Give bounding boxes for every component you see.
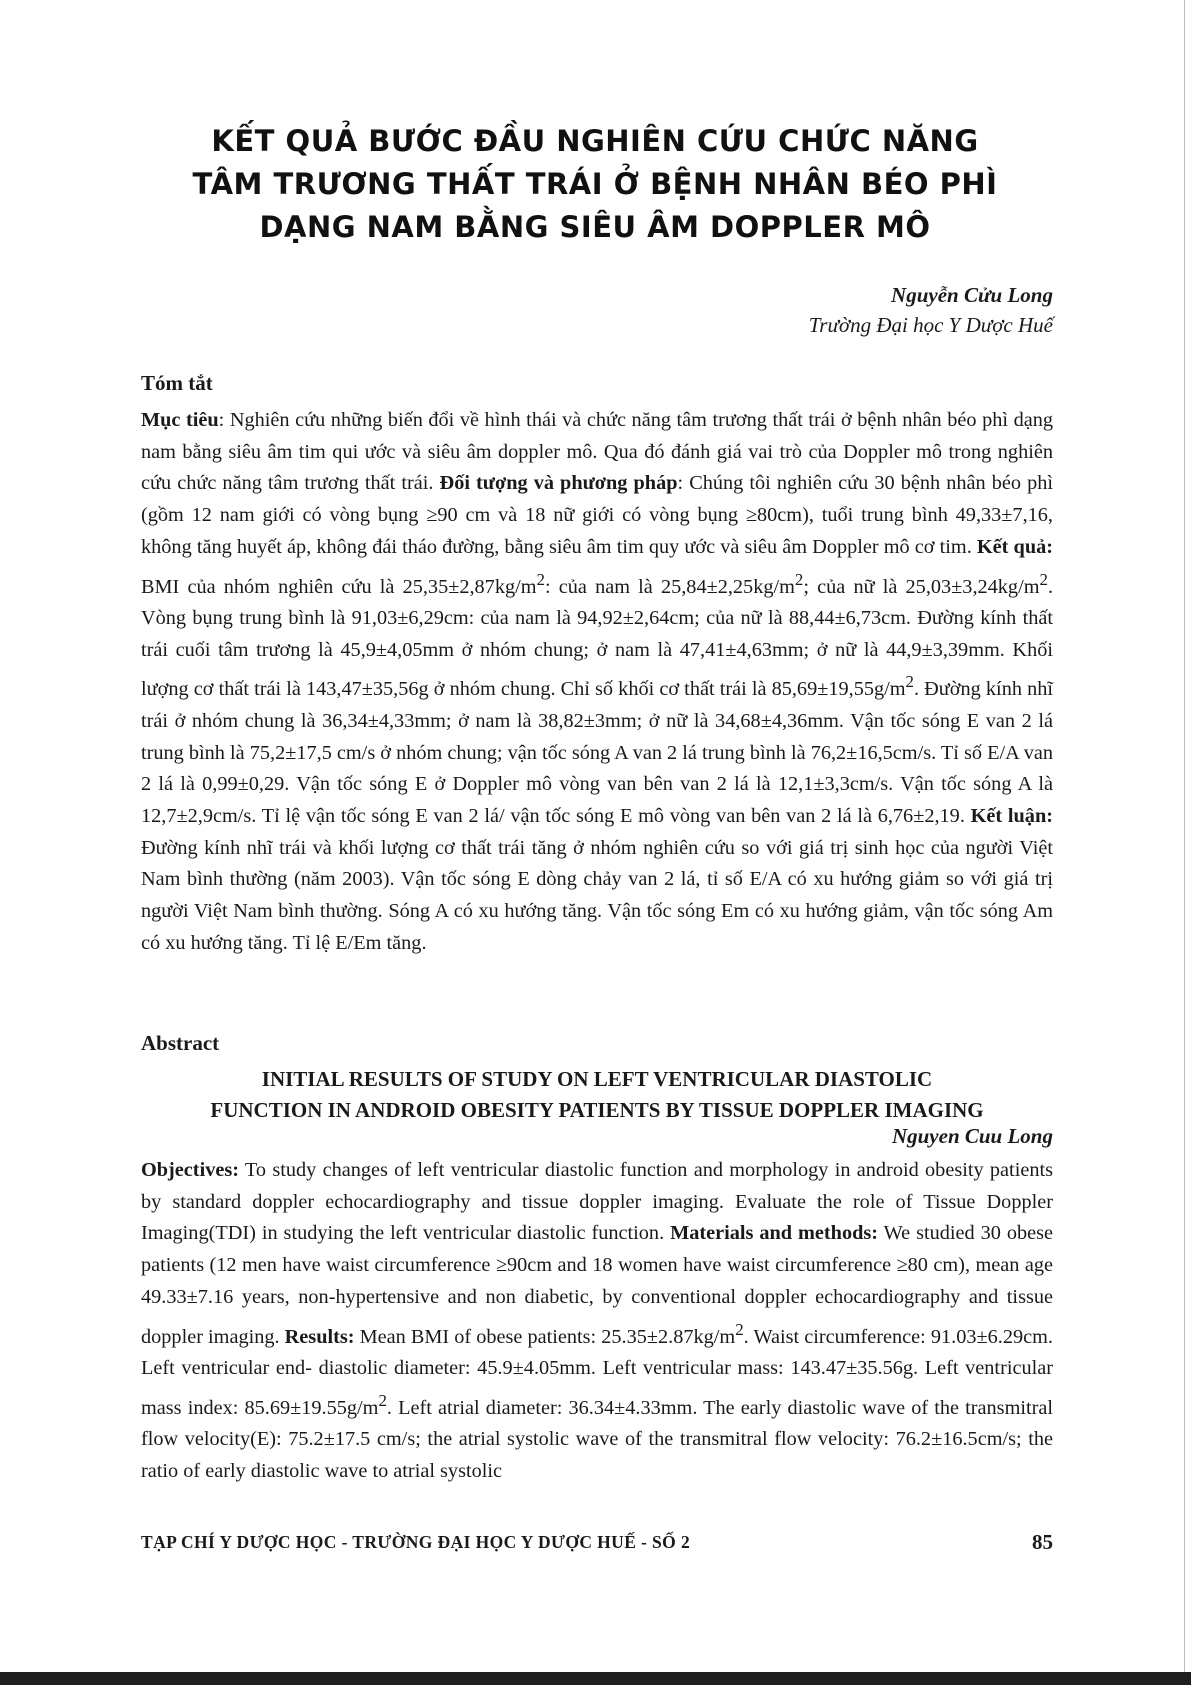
superscript-two: 2: [794, 569, 804, 589]
objective-label: Mục tiêu: [141, 409, 219, 431]
abstract-title-line-1: INITIAL RESULTS OF STUDY ON LEFT VENTRICULAR DIASTOLIC: [261, 1067, 933, 1091]
footer-journal-name: TẠP CHÍ Y DƯỢC HỌC - TRƯỜNG ĐẠI HỌC Y DƯỢC HUẾ - SỐ 2: [141, 1532, 691, 1552]
materials-methods-label: Materials and methods:: [670, 1222, 879, 1245]
superscript-two: 2: [735, 1319, 744, 1339]
title-line-3: DẠNG NAM BẰNG SIÊU ÂM DOPPLER MÔ: [259, 210, 931, 244]
results-text-3: ; của nữ là 25,03±3,24kg/m: [803, 575, 1040, 598]
materials-methods-text: We studied 30 obese patients (12 men have waist circumference ≥90cm and 18 women have waist circumference ≥80 cm), mean age 49.33±7.16 years, non-hypertensive and non diabetic, by conventional doppler echocardiography and tissue doppler imaging.: [141, 1222, 1054, 1348]
author-name: Nguyễn Cửu Long: [891, 283, 1053, 307]
title-line-1: KẾT QUẢ BƯỚC ĐẦU NGHIÊN CỨU CHỨC NĂNG: [211, 124, 979, 158]
abstract-title-line-2: FUNCTION IN ANDROID OBESITY PATIENTS BY TISSUE DOPPLER IMAGING: [210, 1098, 984, 1122]
english-abstract-text: [141, 1155, 1053, 1488]
abstract-author: Nguyen Cuu Long: [891, 1124, 1053, 1148]
results-label: Kết quả:: [976, 535, 1053, 558]
superscript-two: 2: [536, 569, 545, 589]
conclusion-text: Đường kính nhĩ trái và khối lượng cơ thất trái tăng ở nhóm nghiên cứu so với giá trị sinh học của người Việt Nam bình thường (năm 2003). Vận tốc sóng E dòng chảy van 2 lá, tỉ số E/A có xu hướng giảm so với giá trị người Việt Nam bình thường. Sóng A có xu hướng tăng. Vận tốc sóng Em có xu hướng giảm, vận tốc sóng Am có xu hướng tăng. Tỉ lệ E/Em tăng.: [141, 836, 1053, 954]
superscript-two: 2: [905, 672, 914, 692]
abstract-results-label: Results:: [284, 1325, 355, 1348]
title-line-2: TÂM TRƯƠNG THẤT TRÁI Ở BỆNH NHÂN BÉO PHÌ: [192, 167, 998, 201]
paper-title: [110, 120, 1080, 249]
abstract-results-text-3: . Left atrial diameter: 36.34±4.33mm. The early diastolic wave of the transmitral flow velocity(E): 75.2±17.5 cm/s; the atrial systolic wave of the transmitral flow velocity: 76.2±16.5cm/s; the ratio of early diastolic wave to atrial systolic: [141, 1396, 1054, 1482]
superscript-two: 2: [378, 1390, 387, 1410]
results-text-1: BMI của nhóm nghiên cứu là 25,35±2,87kg/m: [141, 575, 537, 598]
abstract-title: [141, 1064, 1053, 1126]
methods-label: Đối tượng và phương pháp: [439, 472, 678, 495]
page-edge-line: [1184, 0, 1185, 1685]
abstract-results-text-2: . Waist circumference: 91.03±6.29cm. Left ventricular end- diastolic diameter: 45.9±4.05mm. Left ventricular mass: 143.47±35.56g. Left ventricular mass index: 85.69±19.55g/m: [141, 1325, 1053, 1419]
summary-heading: Tóm tắt: [141, 371, 213, 395]
objectives-label: Objectives:: [141, 1159, 239, 1181]
page-number: 85: [1032, 1530, 1053, 1554]
abstract-results-text-1: Mean BMI of obese patients: 25.35±2.87kg/m: [354, 1325, 736, 1348]
conclusion-label: Kết luận:: [970, 804, 1053, 827]
author-block: [809, 280, 1053, 340]
results-text-4: . Vòng bụng trung bình là 91,03±6,29cm: của nam là 94,92±2,64cm; của nữ là 88,44±6,73cm. Đường kính thất trái cuối tâm trương là 45,9±4,05mm ở nhóm chung; ở nam là 47,41±4,63mm; ở nữ là 44,9±3,39mm. Khối lượng cơ thất trái là 143,47±35,56g ở nhóm chung. Chỉ số khối cơ thất trái là 85,69±19,55g/m: [141, 575, 1054, 701]
results-text-5: . Đường kính nhĩ trái ở nhóm chung là 36,34±4,33mm; ở nam là 38,82±3mm; ở nữ là 34,68±4,36mm. Vận tốc sóng E van 2 lá trung bình là 75,2±17,5 cm/s ở nhóm chung; vận tốc sóng A van 2 lá trung bình là 76,2±16,5cm/s. Tỉ số E/A van 2 lá là 0,99±0,29. Vận tốc sóng E ở Doppler mô vòng van bên van 2 lá là 12,1±3,3cm/s. Vận tốc sóng A là 12,7±2,9cm/s. Tỉ lệ vận tốc sóng E van 2 lá/ vận tốc sóng E mô vòng van bên van 2 lá là 6,76±2,19.: [141, 678, 1053, 827]
objectives-text: To study changes of left ventricular diastolic function and morphology in android obesity patients by standard doppler echocardiography and tissue doppler imaging. Evaluate the role of Tissue Doppler Imaging(TDI) in studying the left ventricular diastolic function.: [141, 1159, 1053, 1245]
scan-bottom-edge: [0, 1672, 1191, 1685]
objective-text: : Nghiên cứu những biến đổi về hình thái và chức năng tâm trương thất trái ở bệnh nhân béo phì dạng nam bằng siêu âm tim qui ước và siêu âm doppler mô. Qua đó đánh giá vai trò của Doppler mô trong nghiên cứu chức năng tâm trương thất trái.: [141, 409, 1053, 495]
results-text-2: : của nam là 25,84±2,25kg/m: [544, 575, 795, 598]
superscript-two: 2: [1039, 569, 1048, 589]
author-affiliation: Trường Đại học Y Dược Huế: [808, 313, 1053, 337]
vietnamese-summary-text: [141, 405, 1053, 959]
methods-text: : Chúng tôi nghiên cứu 30 bệnh nhân béo phì (gồm 12 nam giới có vòng bụng ≥90 cm và 18 nữ giới có vòng bụng ≥80cm), tuổi trung bình 49,33±7,16, không tăng huyết áp, không đái tháo đường, bằng siêu âm tim quy ước và siêu âm Doppler mô cơ tim.: [141, 472, 1053, 558]
abstract-heading: Abstract: [141, 1031, 220, 1055]
